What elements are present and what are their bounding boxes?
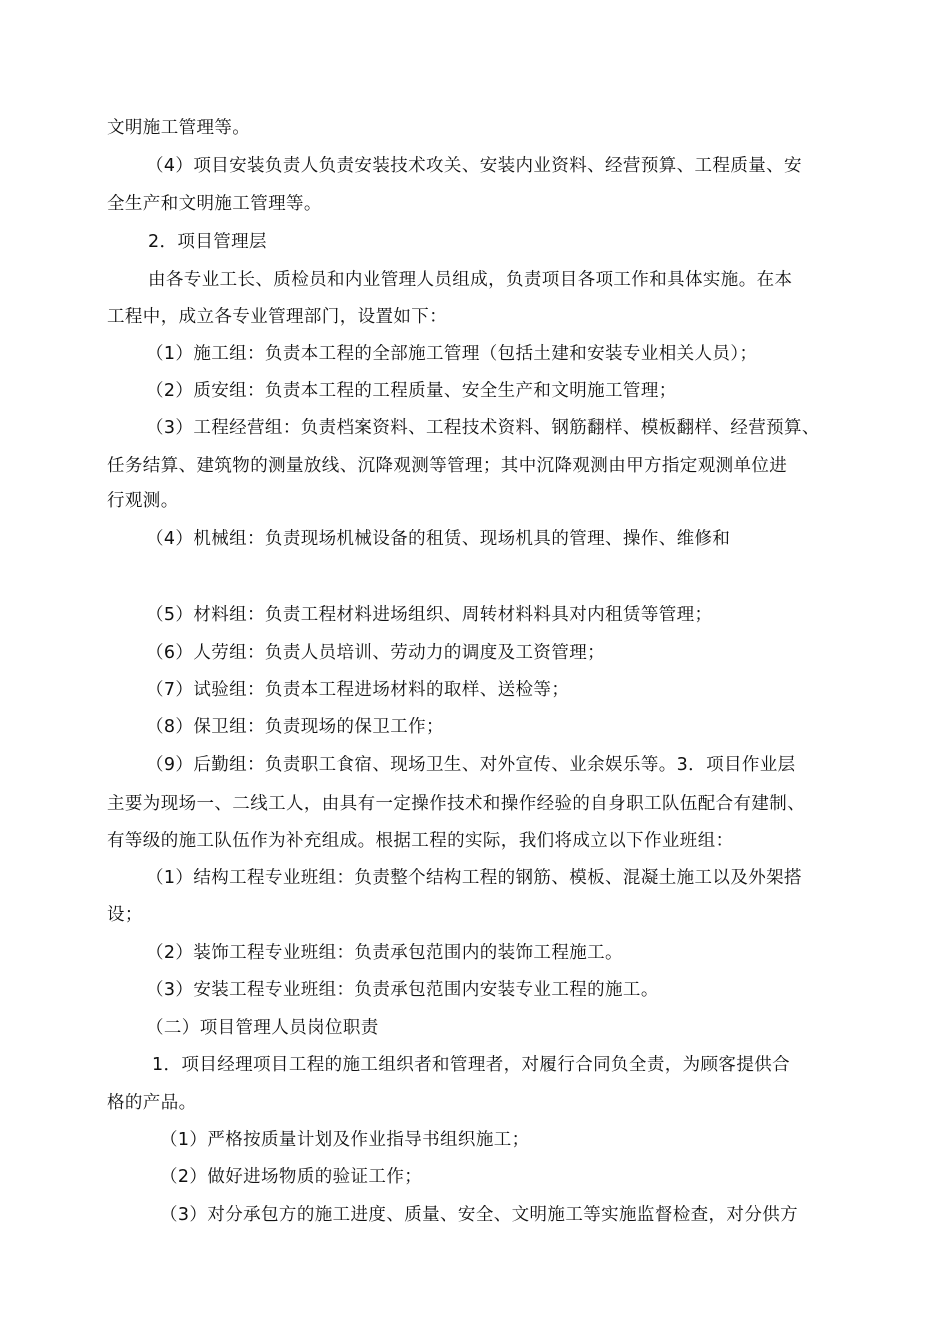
text-line: 行观测。 bbox=[107, 491, 179, 511]
section-heading: 2．项目管理层 bbox=[148, 232, 267, 252]
text-line: 文明施工管理等。 bbox=[107, 118, 251, 138]
text-line: 主要为现场一、二线工人，由具有一定操作技术和操作经验的自身职工队伍配合有建制、 bbox=[107, 794, 806, 814]
text-line: （2）装饰工程专业班组：负责承包范围内的装饰工程施工。 bbox=[146, 943, 623, 963]
text-line: （7）试验组：负责本工程进场材料的取样、送检等； bbox=[146, 680, 570, 700]
text-line: （8）保卫组：负责现场的保卫工作； bbox=[146, 717, 444, 737]
text-line: （2）质安组：负责本工程的工程质量、安全生产和文明施工管理； bbox=[146, 381, 677, 401]
text-line: （1）严格按质量计划及作业指导书组织施工； bbox=[160, 1130, 530, 1150]
text-line: 由各专业工长、质检员和内业管理人员组成，负责项目各项工作和具体实施。在本 bbox=[148, 270, 793, 290]
text-line: （3）对分承包方的施工进度、质量、安全、文明施工等实施监督检查，对分供方 bbox=[160, 1205, 799, 1225]
text-line: 有等级的施工队伍作为补充组成。根据工程的实际，我们将成立以下作业班组： bbox=[107, 831, 734, 851]
text-line: （6）人劳组：负责人员培训、劳动力的调度及工资管理； bbox=[146, 643, 606, 663]
text-line: （4）项目安装负责人负责安装技术攻关、安装内业资料、经营预算、工程质量、安 bbox=[146, 156, 802, 176]
text-line: （3）工程经营组：负责档案资料、工程技术资料、钢筋翻样、模板翻样、经营预算、 bbox=[146, 418, 820, 438]
text-line: 全生产和文明施工管理等。 bbox=[107, 194, 322, 214]
text-line: （3）安装工程专业班组：负责承包范围内安装专业工程的施工。 bbox=[146, 980, 659, 1000]
text-line: 格的产品。 bbox=[107, 1093, 197, 1113]
section-heading: （二）项目管理人员岗位职责 bbox=[146, 1018, 379, 1038]
text-line: （2）做好进场物质的验证工作； bbox=[160, 1167, 423, 1187]
text-line: （4）机械组：负责现场机械设备的租赁、现场机具的管理、操作、维修和 bbox=[146, 529, 731, 549]
text-line: 任务结算、建筑物的测量放线、沉降观测等管理；其中沉降观测由甲方指定观测单位进 bbox=[107, 456, 788, 476]
text-line: 设； bbox=[107, 905, 143, 925]
text-line: （5）材料组：负责工程材料进场组织、周转材料料具对内租赁等管理； bbox=[146, 605, 713, 625]
text-line: 1．项目经理项目工程的施工组织者和管理者，对履行合同负全责，为顾客提供合 bbox=[152, 1055, 791, 1075]
text-line: 工程中，成立各专业管理部门，设置如下： bbox=[107, 307, 448, 327]
text-line: （1）施工组：负责本工程的全部施工管理（包括土建和安装专业相关人员）； bbox=[146, 344, 758, 364]
text-line: （1）结构工程专业班组：负责整个结构工程的钢筋、模板、混凝土施工以及外架搭 bbox=[146, 868, 802, 888]
text-line: （9）后勤组：负责职工食宿、现场卫生、对外宣传、业余娱乐等。3．项目作业层 bbox=[146, 755, 796, 775]
